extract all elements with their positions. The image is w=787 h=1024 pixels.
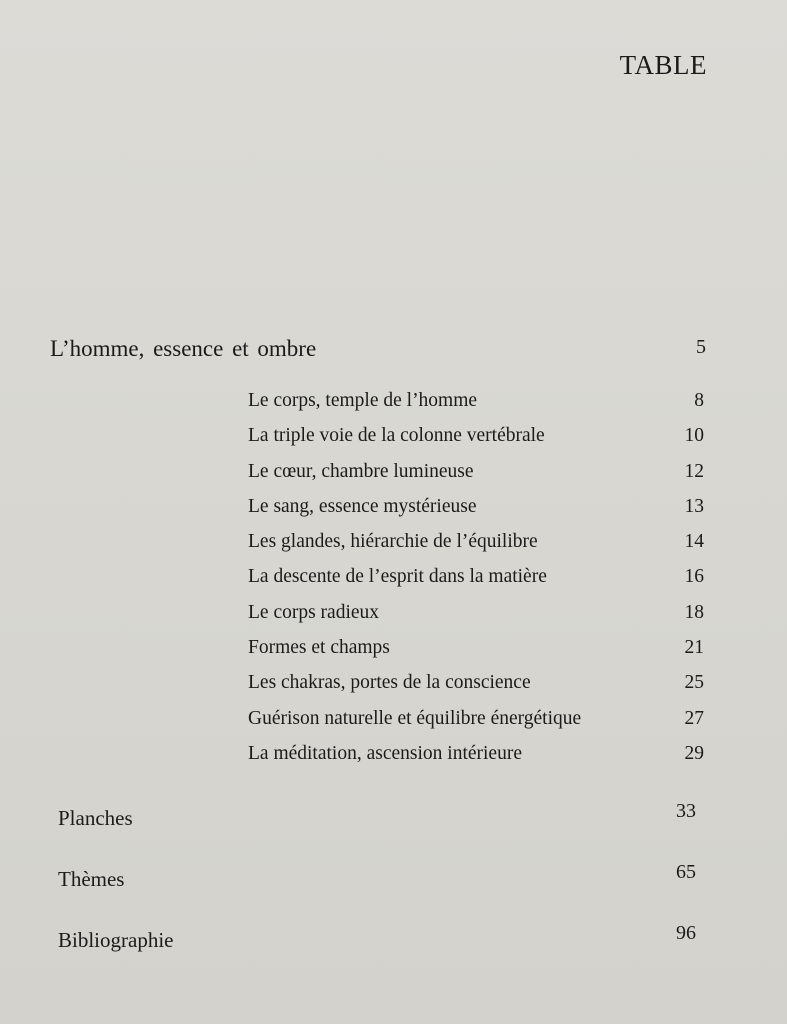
toc-sub-entries (248, 390, 704, 778)
toc-section-planches (58, 800, 696, 865)
toc-sub-entry-label: Le sang, essence mystérieuse (248, 495, 477, 517)
toc-sub-entry-label: La méditation, ascension intérieure (248, 742, 522, 764)
toc-sub-entry (248, 390, 704, 425)
toc-sub-entry-label: La descente de l’esprit dans la matière (248, 566, 547, 588)
toc-sub-entry (248, 602, 704, 637)
toc-sub-entry-label: La triple voie de la colonne vertébrale (248, 425, 545, 447)
toc-section-label: Thèmes (58, 867, 125, 891)
toc-sub-entry (248, 566, 704, 601)
toc-sub-entry-page: 12 (684, 460, 704, 482)
toc-sub-entry-label: Le corps radieux (248, 601, 380, 623)
toc-section-themes (58, 861, 696, 926)
toc-sub-entry-label: Guérison naturelle et équilibre énergétique (248, 707, 582, 729)
toc-sub-entry-page: 18 (684, 601, 704, 623)
toc-sub-entry-label: Le corps, temple de l’homme (248, 390, 478, 411)
toc-sub-entry (248, 708, 704, 743)
toc-sub-entry-label: Le cœur, chambre lumineuse (248, 460, 474, 482)
toc-sub-entry-label: Les chakras, portes de la conscience (248, 672, 531, 694)
toc-sections (58, 800, 696, 987)
toc-main-entry-page: 5 (696, 336, 706, 358)
toc-section-page: 65 (676, 861, 696, 883)
toc-main-entry (50, 336, 706, 366)
toc-sub-entry (248, 461, 704, 496)
toc-section-page: 33 (676, 800, 696, 822)
toc-section-page: 96 (676, 922, 696, 944)
toc-section-label: Bibliographie (58, 928, 174, 952)
toc-sub-entry (248, 531, 704, 566)
toc-sub-entry (248, 425, 704, 460)
toc-sub-entry-page: 16 (684, 566, 704, 588)
toc-sub-entry (248, 743, 704, 778)
toc-main-entry-label: L’homme, essence et ombre (50, 336, 317, 361)
toc-section-bibliographie (58, 922, 696, 987)
toc-sub-entry-page: 13 (684, 495, 704, 517)
toc-sub-entry (248, 637, 704, 672)
page-title: TABLE (619, 50, 707, 80)
toc-sub-entry-page: 10 (684, 425, 704, 447)
toc-sub-entry-page: 29 (684, 742, 704, 764)
toc-sub-entry-label: Les glandes, hiérarchie de l’équilibre (248, 531, 538, 553)
toc-section-label: Planches (58, 806, 133, 830)
toc-sub-entry-page: 25 (684, 672, 704, 694)
toc-sub-entry (248, 496, 704, 531)
toc-sub-entry-label: Formes et champs (248, 637, 390, 659)
toc-sub-entry (248, 672, 704, 707)
toc-sub-entry-page: 8 (694, 390, 704, 411)
toc-sub-entry-page: 14 (684, 531, 704, 553)
toc-sub-entry-page: 27 (684, 707, 704, 729)
toc-sub-entry-page: 21 (684, 637, 704, 659)
